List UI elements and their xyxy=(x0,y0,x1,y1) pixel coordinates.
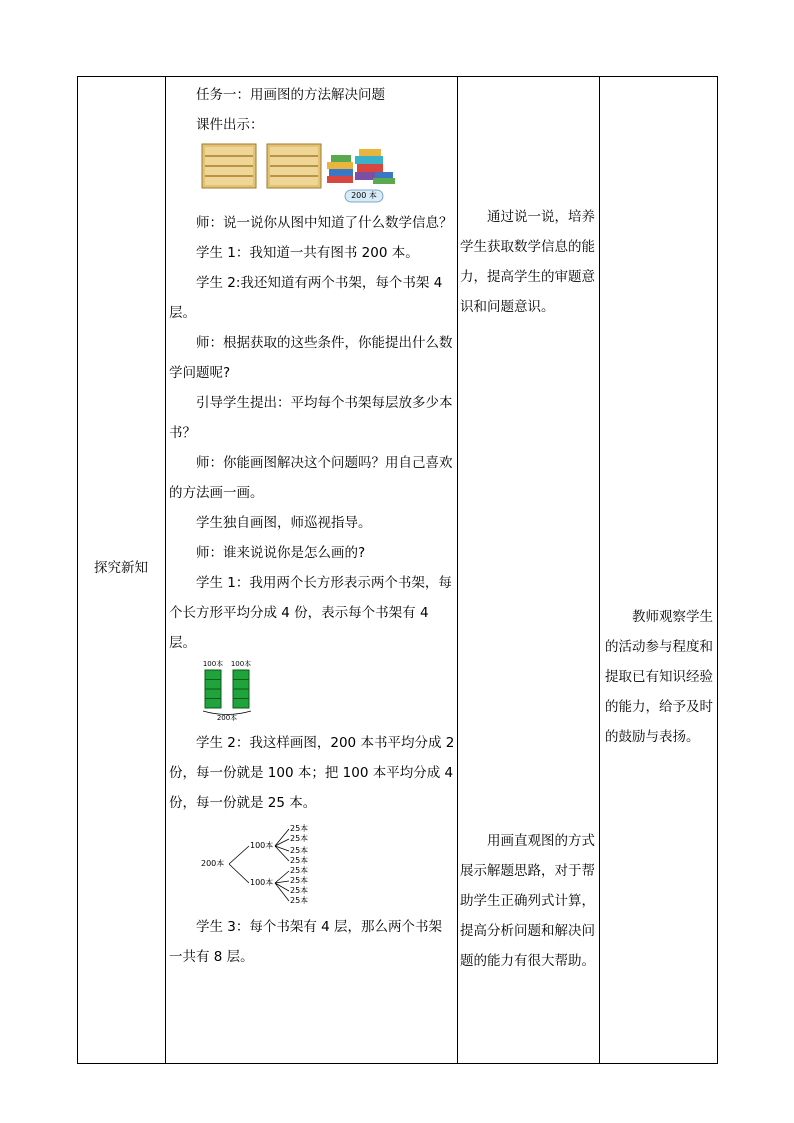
tree-leaf-label: 25本 xyxy=(290,866,309,875)
tree-leaf-label: 25本 xyxy=(290,886,309,895)
purpose-note-2 xyxy=(460,826,598,976)
teacher-question-3: 师：你能画图解决这个问题吗？用自己喜欢的方法画一画。 xyxy=(169,455,453,501)
tree-leaf-label: 25本 xyxy=(290,834,309,843)
section-label: 探究新知 xyxy=(94,560,148,576)
purpose-text-2: 用画直观图的方式展示解题思路，对于帮助学生正确列式计算，提高分析问题和解决问题的能力有很大帮助。 xyxy=(460,833,595,969)
tree-leaf-label: 25本 xyxy=(290,896,309,905)
table-divider-2 xyxy=(457,76,458,1064)
tree-leaf-label: 25本 xyxy=(290,856,309,865)
teacher-question-4: 师：谁来说说你是怎么画的? xyxy=(196,545,366,561)
guide-prompt: 引导学生提出：平均每个书架每层放多少本书？ xyxy=(169,395,453,441)
bookshelf-image xyxy=(169,142,455,204)
bookshelf-2 xyxy=(267,144,321,188)
tree-mid-bottom-label: 100本 xyxy=(250,878,274,887)
table-top-border xyxy=(77,76,718,77)
rectangle-diagram xyxy=(169,660,455,724)
teacher-question-1: 师：说一说你从图中知道了什么数学信息？ xyxy=(196,215,453,231)
teaching-content xyxy=(169,80,455,972)
task-title: 任务一：用画图的方法解决问题 xyxy=(196,87,385,103)
evaluation-note xyxy=(605,602,715,752)
book-count-label: 200 本 xyxy=(351,191,377,200)
tree-diagram xyxy=(169,820,455,908)
student-1-answer: 学生 1：我知道一共有图书 200 本。 xyxy=(196,245,419,261)
book-pile xyxy=(327,149,395,184)
lesson-table xyxy=(77,76,718,1064)
student-2-answer: 学生 2:我还知道有两个书架，每个书架 4 层。 xyxy=(169,275,443,321)
table-divider-3 xyxy=(599,76,600,1064)
tree-mid-top-label: 100本 xyxy=(250,841,274,850)
courseware-label: 课件出示： xyxy=(196,117,264,133)
total-label: 200本 xyxy=(216,714,238,722)
tree-leaf-label: 25本 xyxy=(290,876,309,885)
purpose-text-1: 通过说一说，培养学生获取数学信息的能力，提高学生的审题意识和问题意识。 xyxy=(460,209,595,315)
student-activity: 学生独自画图，师巡视指导。 xyxy=(196,515,372,531)
bar-left-label: 100本 xyxy=(202,660,224,668)
purpose-note-1 xyxy=(460,202,598,322)
bar-right-label: 100本 xyxy=(230,660,252,668)
evaluation-text: 教师观察学生的活动参与程度和提取已有知识经验的能力，给予及时的鼓励与表扬。 xyxy=(605,609,713,745)
tree-root-label: 200本 xyxy=(201,859,225,868)
teacher-question-2: 师：根据获取的这些条件，你能提出什么数学问题呢? xyxy=(169,335,453,381)
tree-leaf-label: 25本 xyxy=(290,824,309,833)
table-bottom-border xyxy=(77,1063,718,1064)
student-1-method: 学生 1：我用两个长方形表示两个书架，每个长方形平均分成 4 份，表示每个书架有 4 层。 xyxy=(169,575,452,651)
table-border-right xyxy=(717,76,718,1064)
tree-leaf-label: 25本 xyxy=(290,846,309,855)
bookshelf-1 xyxy=(202,144,256,188)
table-divider-1 xyxy=(165,76,166,1064)
student-3-method: 学生 3：每个书架有 4 层，那么两个书架一共有 8 层。 xyxy=(169,919,443,965)
student-2-method: 学生 2：我这样画图，200 本书平均分成 2 份，每一份就是 100 本；把 100 本平均分成 4 份，每一份就是 25 本。 xyxy=(169,735,455,811)
